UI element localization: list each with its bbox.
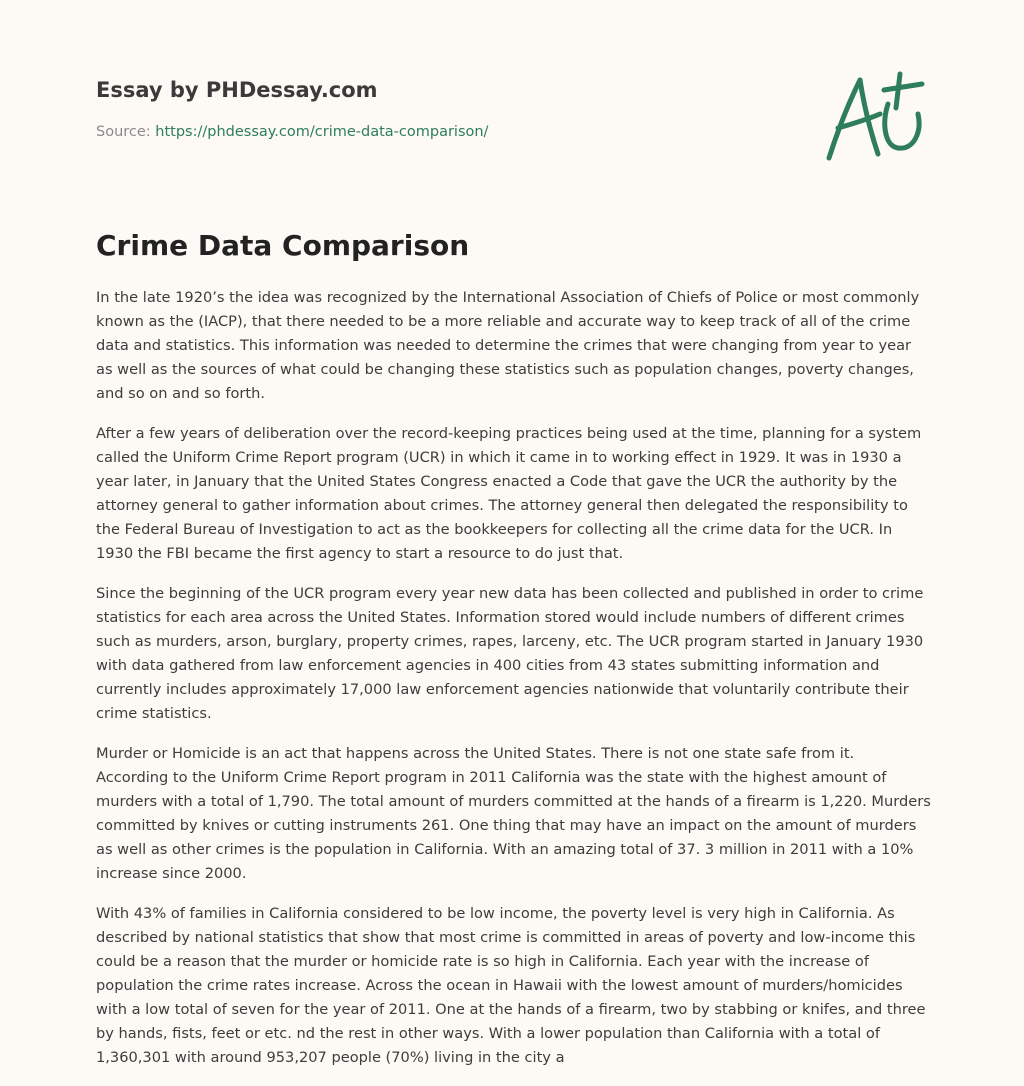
source-link[interactable]: https://phdessay.com/crime-data-comparison/ xyxy=(155,124,489,140)
essay-paragraph: With 43% of families in California considered to be low income, the poverty level is very high in California. As described by national statistics that show that most crime is committed in areas of poverty and low-income this could be a reason that the murder or homicide rate is so high in California. Each year with the increase of population the crime rates increase. Across the ocean in Hawaii with the lowest amount of murders/homicides with a low total of seven for the year of 2011. One at the hands of a firearm, two by stabbing or knifes, and three by hands, fists, feet or etc. nd the rest in other ways. With a lower population than California with a total of 1,360,301 with around 953,207 people (70%) living in the city a xyxy=(96,905,926,1066)
source-line xyxy=(96,124,488,140)
essay-paragraph: After a few years of deliberation over the record-keeping practices being used at the time, planning for a system called the Uniform Crime Report program (UCR) in which it came in to working effect in 1929. It was in 1930 a year later, in January that the United States Congress enacted a Code that gave the UCR the authority by the attorney general to gather information about crimes. The attorney general then delegated the responsibility to the Federal Bureau of Investigation to act as the bookkeepers for collecting all the crime data for the UCR. In 1930 the FBI became the first agency to start a resource to do just that. xyxy=(96,425,922,562)
essay-body xyxy=(96,286,931,1086)
essay-header xyxy=(96,76,926,140)
essay-title: Crime Data Comparison xyxy=(96,229,470,262)
essay-paragraph: In the late 1920’s the idea was recognized by the International Association of Chiefs of Police or most commonly known as the (IACP), that there needed to be a more reliable and accurate way to keep track of all of the crime data and statistics. This information was needed to determine the crimes that were changing from year to year as well as the sources of what could be changing these statistics such as population changes, poverty changes, and so on and so forth. xyxy=(96,289,920,402)
source-label: Source: xyxy=(96,124,156,140)
essay-paragraph: Murder or Homicide is an act that happens across the United States. There is not one state safe from it. According to the Uniform Crime Report program in 2011 California was the state with the highest amount of murders with a total of 1,790. The total amount of murders committed at the hands of a firearm is 1,220. Murders committed by knives or cutting instruments 261. One thing that may have an impact on the amount of murders as well as other crimes is the population in California. With an amazing total of 37. 3 million in 2011 with a 10% increase since 2000. xyxy=(96,745,931,882)
a-plus-grade-icon xyxy=(822,68,928,164)
essay-paragraph: Since the beginning of the UCR program every year new data has been collected and published in order to crime statistics for each area across the United States. Information stored would include numbers of different crimes such as murders, arson, burglary, property crimes, rapes, larceny, etc. The UCR program started in January 1930 with data gathered from law enforcement agencies in 400 cities from 43 states submitting information and currently includes approximately 17,000 law enforcement agencies nationwide that voluntarily contribute their crime statistics. xyxy=(96,585,924,722)
brand-title: Essay by PHDessay.com xyxy=(96,78,378,102)
